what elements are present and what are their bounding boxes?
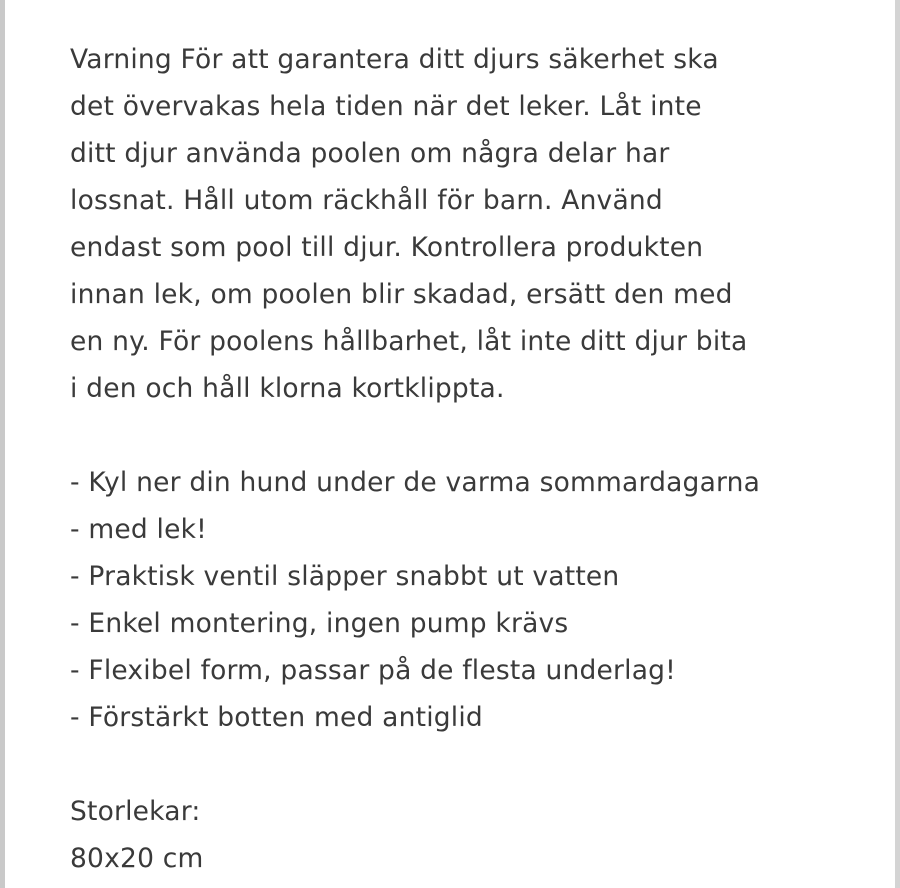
paragraph-spacer <box>70 741 860 788</box>
warning-line: en ny. För poolens hållbarhet, låt inte ditt djur bita <box>70 326 748 357</box>
warning-paragraph <box>70 36 860 412</box>
sizes-section <box>70 788 860 882</box>
warning-line: ditt djur använda poolen om några delar har <box>70 138 670 169</box>
feature-list <box>70 459 860 741</box>
warning-line: i den och håll klorna kortklippta. <box>70 373 505 404</box>
description-text <box>70 36 860 882</box>
warning-line: lossnat. Håll utom räckhåll för barn. Använd <box>70 185 663 216</box>
warning-line: Varning För att garantera ditt djurs säkerhet ska <box>70 44 719 75</box>
warning-line: endast som pool till djur. Kontrollera produkten <box>70 232 704 263</box>
left-edge-shadow <box>0 0 5 888</box>
feature-item: - Förstärkt botten med antiglid <box>70 702 483 733</box>
feature-item: - Praktisk ventil släpper snabbt ut vatten <box>70 561 620 592</box>
sizes-heading: Storlekar: <box>70 796 201 827</box>
size-value: 80x20 cm <box>70 843 204 874</box>
feature-item: - Flexibel form, passar på de flesta underlag! <box>70 655 676 686</box>
warning-line: innan lek, om poolen blir skadad, ersätt den med <box>70 279 733 310</box>
right-edge-shadow <box>895 0 900 888</box>
feature-item: - med lek! <box>70 514 207 545</box>
feature-item: - Kyl ner din hund under de varma sommardagarna <box>70 467 761 498</box>
feature-item: - Enkel montering, ingen pump krävs <box>70 608 569 639</box>
warning-line: det övervakas hela tiden när det leker. Låt inte <box>70 91 702 122</box>
paragraph-spacer <box>70 412 860 459</box>
